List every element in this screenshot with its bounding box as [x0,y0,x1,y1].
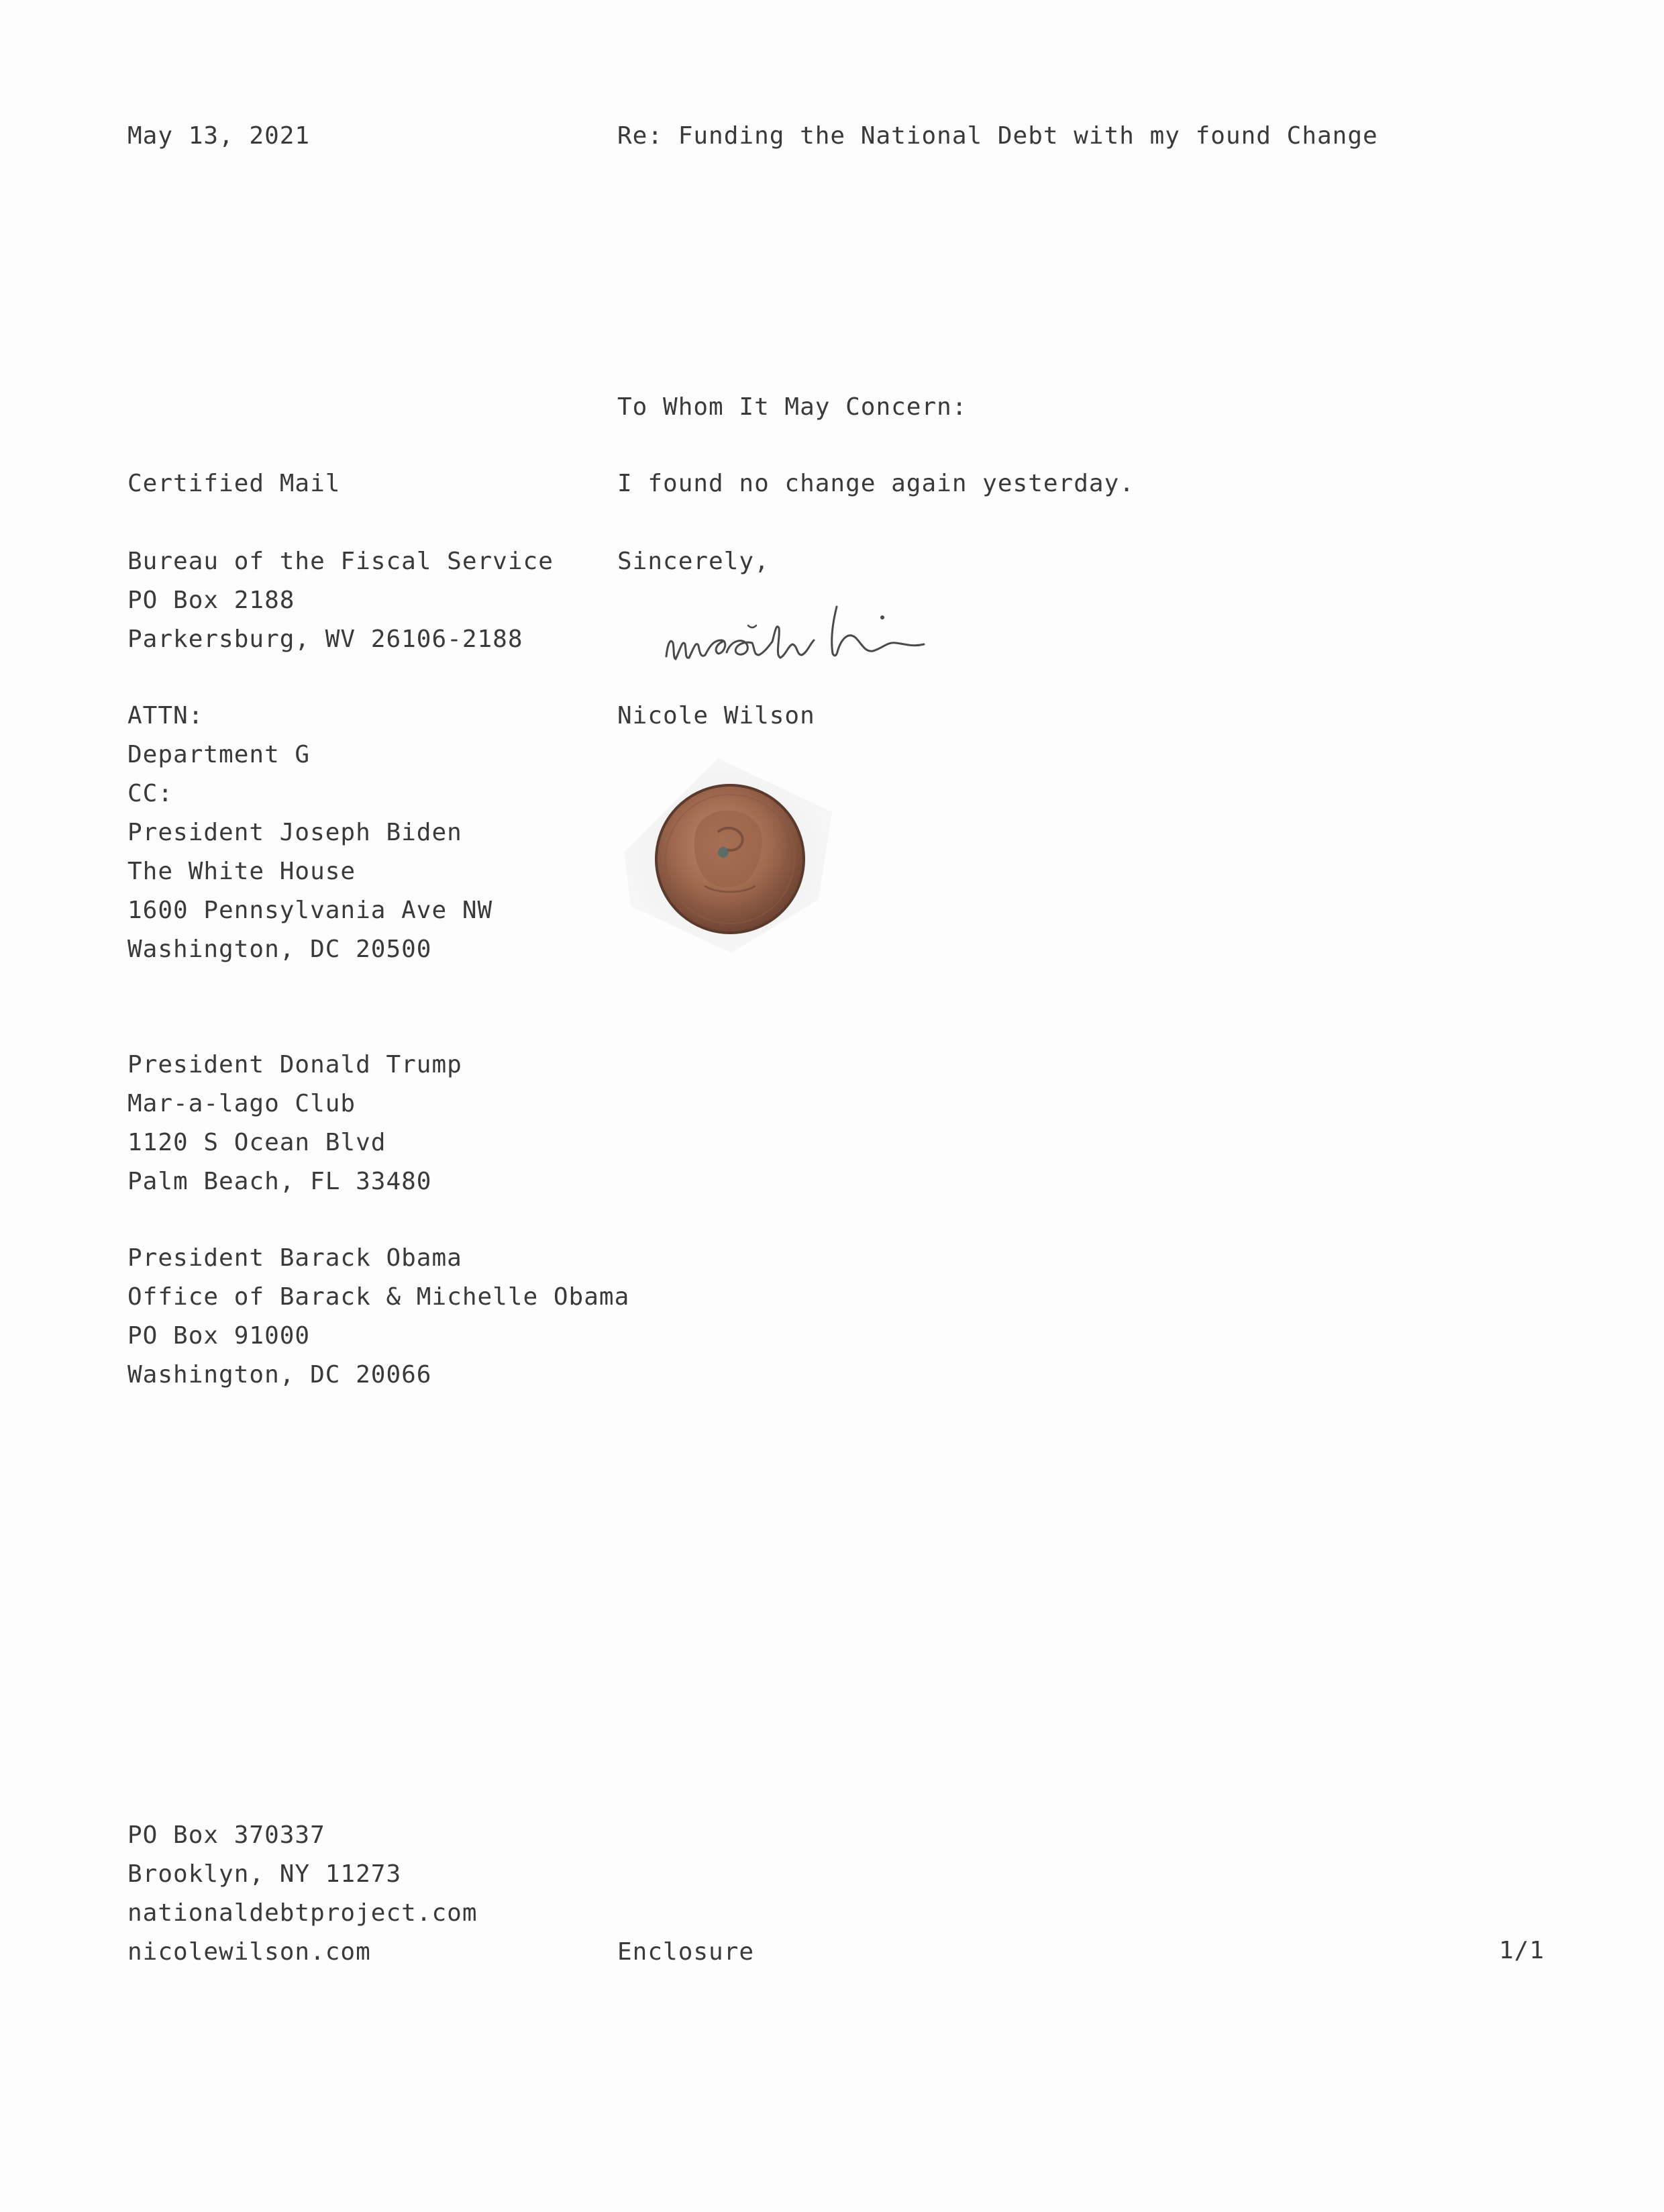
mailing-type: Certified Mail [127,470,341,497]
cc-line: Washington, DC 20500 [127,936,432,963]
cc-line: PO Box 91000 [127,1322,311,1350]
cc-obama-block [127,1239,629,1395]
cc-line: 1600 Pennsylvania Ave NW [127,897,493,924]
enclosure-label: Enclosure [617,1938,755,1966]
footer-line: nationaldebtproject.com [127,1899,478,1927]
cc-line: President Barack Obama [127,1244,462,1272]
cc-trump-block [127,1046,462,1201]
letter-subject: Re: Funding the National Debt with my found Change [617,122,1378,150]
sender-name: Nicole Wilson [617,702,815,730]
cc-line: Mar-a-lago Club [127,1090,356,1117]
recipient-line: PO Box 2188 [127,587,295,614]
footer-line: Brooklyn, NY 11273 [127,1860,402,1888]
footer-line: nicolewilson.com [127,1938,371,1966]
page-number: 1/1 [1499,1937,1545,1964]
footer-address [127,1816,478,1972]
cc-block [127,774,492,969]
cc-line: President Joseph Biden [127,819,462,846]
recipient-line: Parkersburg, WV 26106-2188 [127,625,523,653]
salutation: To Whom It May Concern: [617,393,968,421]
attention-label: ATTN: [127,702,204,730]
handwritten-signature [661,591,996,678]
closing: Sincerely, [617,548,770,575]
footer-line: PO Box 370337 [127,1821,325,1849]
cc-line: 1120 S Ocean Blvd [127,1129,386,1156]
enclosed-penny-image [617,752,845,966]
cc-line: President Donald Trump [127,1051,462,1078]
cc-line: Washington, DC 20066 [127,1361,432,1389]
letter-date: May 13, 2021 [127,122,311,150]
attention-block [127,697,310,774]
cc-line: Palm Beach, FL 33480 [127,1168,432,1195]
cc-label: CC: [127,780,174,807]
recipient-address [127,542,554,659]
cc-line: Office of Barack & Michelle Obama [127,1283,630,1311]
recipient-line: Bureau of the Fiscal Service [127,548,554,575]
attention-department: Department G [127,741,311,768]
cc-line: The White House [127,858,356,885]
letter-body: I found no change again yesterday. [617,470,1135,497]
